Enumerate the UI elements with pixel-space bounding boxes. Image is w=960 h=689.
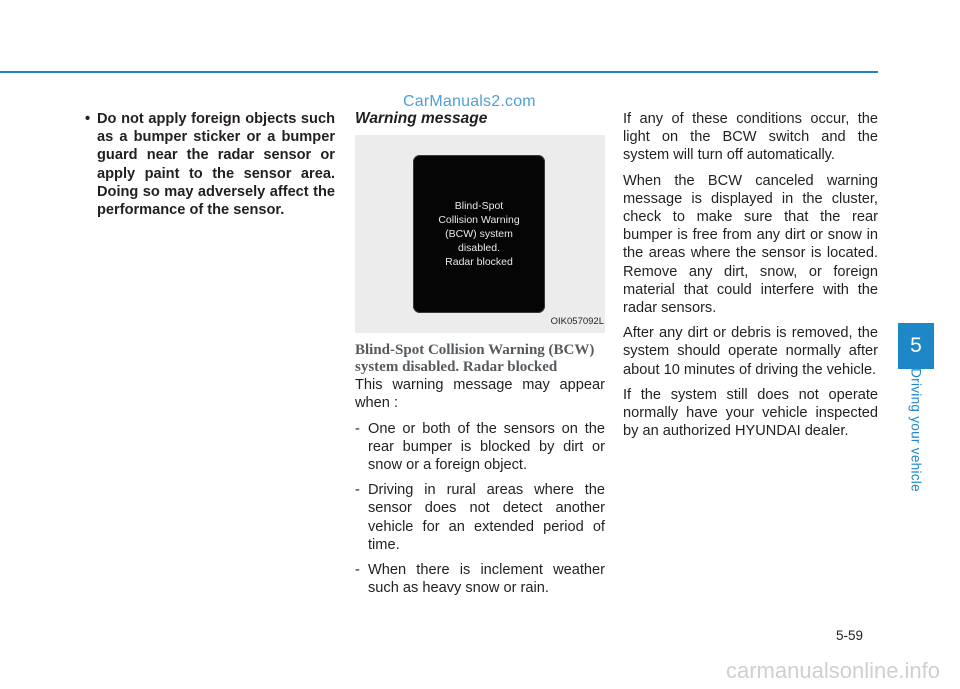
caution-bullet bbox=[85, 110, 335, 219]
section-title: Warning message bbox=[355, 110, 488, 127]
chapter-label: Driving your vehicle bbox=[908, 368, 924, 492]
column-2 bbox=[355, 110, 605, 604]
paragraph: After any dirt or debris is removed, the system should operate normally after about 10 minutes of driving the vehicle. bbox=[623, 325, 878, 378]
paragraph: When the BCW canceled warning message is displayed in the cluster, check to make sure that the rear bumper is free from any dirt or snow in the areas where the sensor is located. Remove any dirt, snow, or foreign material that could interfere with the radar sensors. bbox=[623, 172, 878, 317]
bullet-icon: • bbox=[85, 111, 91, 127]
cluster-message: Blind-Spot Collision Warning (BCW) system disabled. Radar blocked bbox=[438, 200, 520, 269]
watermark-top[interactable]: CarManuals2.com bbox=[403, 93, 536, 110]
list-item: - Driving in rural areas where the sensor does not detect another vehicle for an extended period of time. bbox=[355, 482, 605, 553]
list-item: - One or both of the sensors on the rear bumper is blocked by dirt or snow or a foreign object. bbox=[355, 420, 605, 474]
page-number: 5-59 bbox=[836, 628, 864, 643]
header-rule bbox=[0, 71, 878, 73]
column-1 bbox=[85, 110, 335, 219]
figure-code: OIK057092L bbox=[550, 316, 604, 327]
list-item: - When there is inclement weather such as heavy snow or rain. bbox=[355, 562, 605, 597]
subheading: Blind-Spot Collision Warning (BCW) system disabled. Radar blocked bbox=[355, 342, 595, 376]
cluster-figure bbox=[355, 135, 605, 333]
list-item-text: Driving in rural areas where the sensor does not detect another vehicle for an extended period of time. bbox=[368, 482, 605, 553]
cluster-display bbox=[413, 155, 545, 313]
chapter-tab: 5 bbox=[898, 323, 934, 369]
intro-text: This warning message may appear when : bbox=[355, 377, 605, 412]
paragraph: If any of these conditions occur, the light on the BCW switch and the system will turn off automatically. bbox=[623, 111, 878, 164]
watermark-bottom[interactable]: carmanualsonline.info bbox=[726, 658, 941, 683]
list-item-text: When there is inclement weather such as heavy snow or rain. bbox=[368, 562, 605, 597]
caution-bullet-text: Do not apply foreign objects such as a bumper sticker or a bumper guard near the radar sensor or apply paint to the sensor area. Doing so may adversely affect the performance of the sensor. bbox=[97, 111, 335, 219]
column-3 bbox=[623, 110, 878, 447]
list-item-text: One or both of the sensors on the rear bumper is blocked by dirt or snow or a foreign object. bbox=[368, 420, 605, 474]
paragraph: If the system still does not operate normally have your vehicle inspected by an authorized HYUNDAI dealer. bbox=[623, 386, 878, 440]
